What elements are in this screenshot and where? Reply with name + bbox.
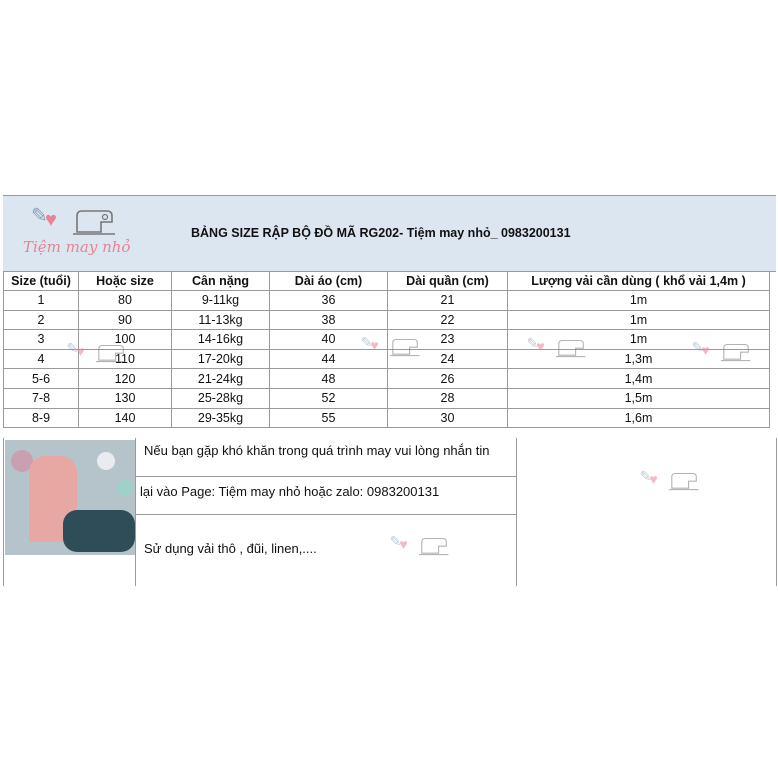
chart-header xyxy=(3,195,776,272)
shop-logo xyxy=(23,205,131,266)
cell-alt-size: 100 xyxy=(79,330,172,350)
heart-icon: ♥ xyxy=(536,339,545,355)
cell-shirt-length: 55 xyxy=(270,408,388,428)
cell-fabric: 1m xyxy=(508,310,770,330)
sewing-machine-icon xyxy=(389,337,421,358)
cell-fabric: 1,3m xyxy=(508,349,770,369)
cell-pants-length: 23 xyxy=(388,330,508,350)
cell-size: 2 xyxy=(4,310,79,330)
needle-icon: ✎ xyxy=(526,336,539,352)
cell-weight: 9-11kg xyxy=(172,291,270,311)
cell-alt-size: 90 xyxy=(79,310,172,330)
watermark-logo xyxy=(521,337,591,379)
col-header-alt-size: Hoặc size xyxy=(79,271,172,291)
col-header-shirt-length: Dài áo (cm) xyxy=(270,271,388,291)
cell-size: 4 xyxy=(4,349,79,369)
needle-icon: ✎ xyxy=(66,341,79,357)
divider xyxy=(135,476,516,477)
cell-pants-length: 28 xyxy=(388,388,508,408)
watermark-logo xyxy=(384,535,454,577)
cell-pants-length: 21 xyxy=(388,291,508,311)
logo-brand-text: Tiệm may nhỏ xyxy=(23,238,131,256)
cell-weight: 21-24kg xyxy=(172,369,270,389)
cell-size: 1 xyxy=(4,291,79,311)
page-title: BẢNG SIZE RẬP BỘ ĐỒ MÃ RG202- Tiệm may nhỏ_ 0983200131 xyxy=(191,226,571,240)
heart-icon: ♥ xyxy=(649,472,658,488)
col-header-fabric: Lượng vải cần dùng ( khổ vải 1,4m ) xyxy=(508,271,770,291)
needle-icon: ✎ xyxy=(691,340,704,356)
heart-icon: ♥ xyxy=(45,209,57,231)
cell-fabric: 1,6m xyxy=(508,408,770,428)
table-header-row xyxy=(4,271,770,291)
needle-icon: ✎ xyxy=(639,469,652,485)
heart-icon: ♥ xyxy=(701,343,710,359)
cell-size: 7-8 xyxy=(4,388,79,408)
cell-pants-length: 26 xyxy=(388,369,508,389)
sewing-machine-icon xyxy=(71,208,117,238)
cell-alt-size: 80 xyxy=(79,291,172,311)
table-row xyxy=(4,310,770,330)
sewing-machine-icon xyxy=(95,343,127,364)
divider xyxy=(776,438,777,586)
cell-shirt-length: 52 xyxy=(270,388,388,408)
cell-pants-length: 30 xyxy=(388,408,508,428)
size-chart-sheet xyxy=(3,195,776,587)
cell-shirt-length: 38 xyxy=(270,310,388,330)
cell-fabric: 1,4m xyxy=(508,369,770,389)
cell-shirt-length: 44 xyxy=(270,349,388,369)
cell-weight: 17-20kg xyxy=(172,349,270,369)
cell-shirt-length: 40 xyxy=(270,330,388,350)
cell-fabric: 1m xyxy=(508,291,770,311)
cell-size: 5-6 xyxy=(4,369,79,389)
col-header-size: Size (tuổi) xyxy=(4,271,79,291)
heart-icon: ♥ xyxy=(370,338,379,354)
cell-alt-size: 130 xyxy=(79,388,172,408)
table-row xyxy=(4,388,770,408)
note-line-3: Sử dụng vải thô , đũi, linen,.... xyxy=(144,541,317,556)
divider xyxy=(135,514,516,515)
cell-fabric: 1m xyxy=(508,330,770,350)
needle-icon: ✎ xyxy=(389,534,402,550)
col-header-pants-length: Dài quần (cm) xyxy=(388,271,508,291)
product-photo xyxy=(5,440,135,555)
cell-alt-size: 110 xyxy=(79,349,172,369)
sewing-machine-icon xyxy=(720,342,752,363)
watermark-logo xyxy=(686,341,756,383)
heart-icon: ♥ xyxy=(76,344,85,360)
table-row xyxy=(4,408,770,428)
divider xyxy=(135,438,136,586)
divider xyxy=(516,438,517,586)
sewing-machine-icon xyxy=(555,338,587,359)
cell-shirt-length: 36 xyxy=(270,291,388,311)
needle-icon: ✎ xyxy=(31,205,48,227)
cell-weight: 11-13kg xyxy=(172,310,270,330)
watermark-logo xyxy=(355,336,425,378)
cell-alt-size: 120 xyxy=(79,369,172,389)
heart-icon: ♥ xyxy=(399,537,408,553)
cell-alt-size: 140 xyxy=(79,408,172,428)
watermark-logo xyxy=(61,342,131,384)
sewing-machine-icon xyxy=(668,471,700,492)
note-line-2: lại vào Page: Tiệm may nhỏ hoặc zalo: 0983200131 xyxy=(140,484,440,499)
cell-fabric: 1,5m xyxy=(508,388,770,408)
cell-shirt-length: 48 xyxy=(270,369,388,389)
col-header-weight: Cân nặng xyxy=(172,271,270,291)
cell-pants-length: 22 xyxy=(388,310,508,330)
cell-size: 3 xyxy=(4,330,79,350)
note-line-1: Nếu bạn gặp khó khăn trong quá trình may vui lòng nhắn tin xyxy=(144,443,490,458)
cell-weight: 14-16kg xyxy=(172,330,270,350)
cell-weight: 25-28kg xyxy=(172,388,270,408)
cell-weight: 29-35kg xyxy=(172,408,270,428)
needle-icon: ✎ xyxy=(360,335,373,351)
notes-section xyxy=(3,438,777,586)
sewing-machine-icon xyxy=(418,536,450,557)
teal-shorts xyxy=(63,510,135,552)
yarn-ball xyxy=(97,452,115,470)
cell-size: 8-9 xyxy=(4,408,79,428)
watermark-logo xyxy=(634,470,704,512)
cell-pants-length: 24 xyxy=(388,349,508,369)
table-row xyxy=(4,291,770,311)
yarn-ball xyxy=(117,480,133,496)
